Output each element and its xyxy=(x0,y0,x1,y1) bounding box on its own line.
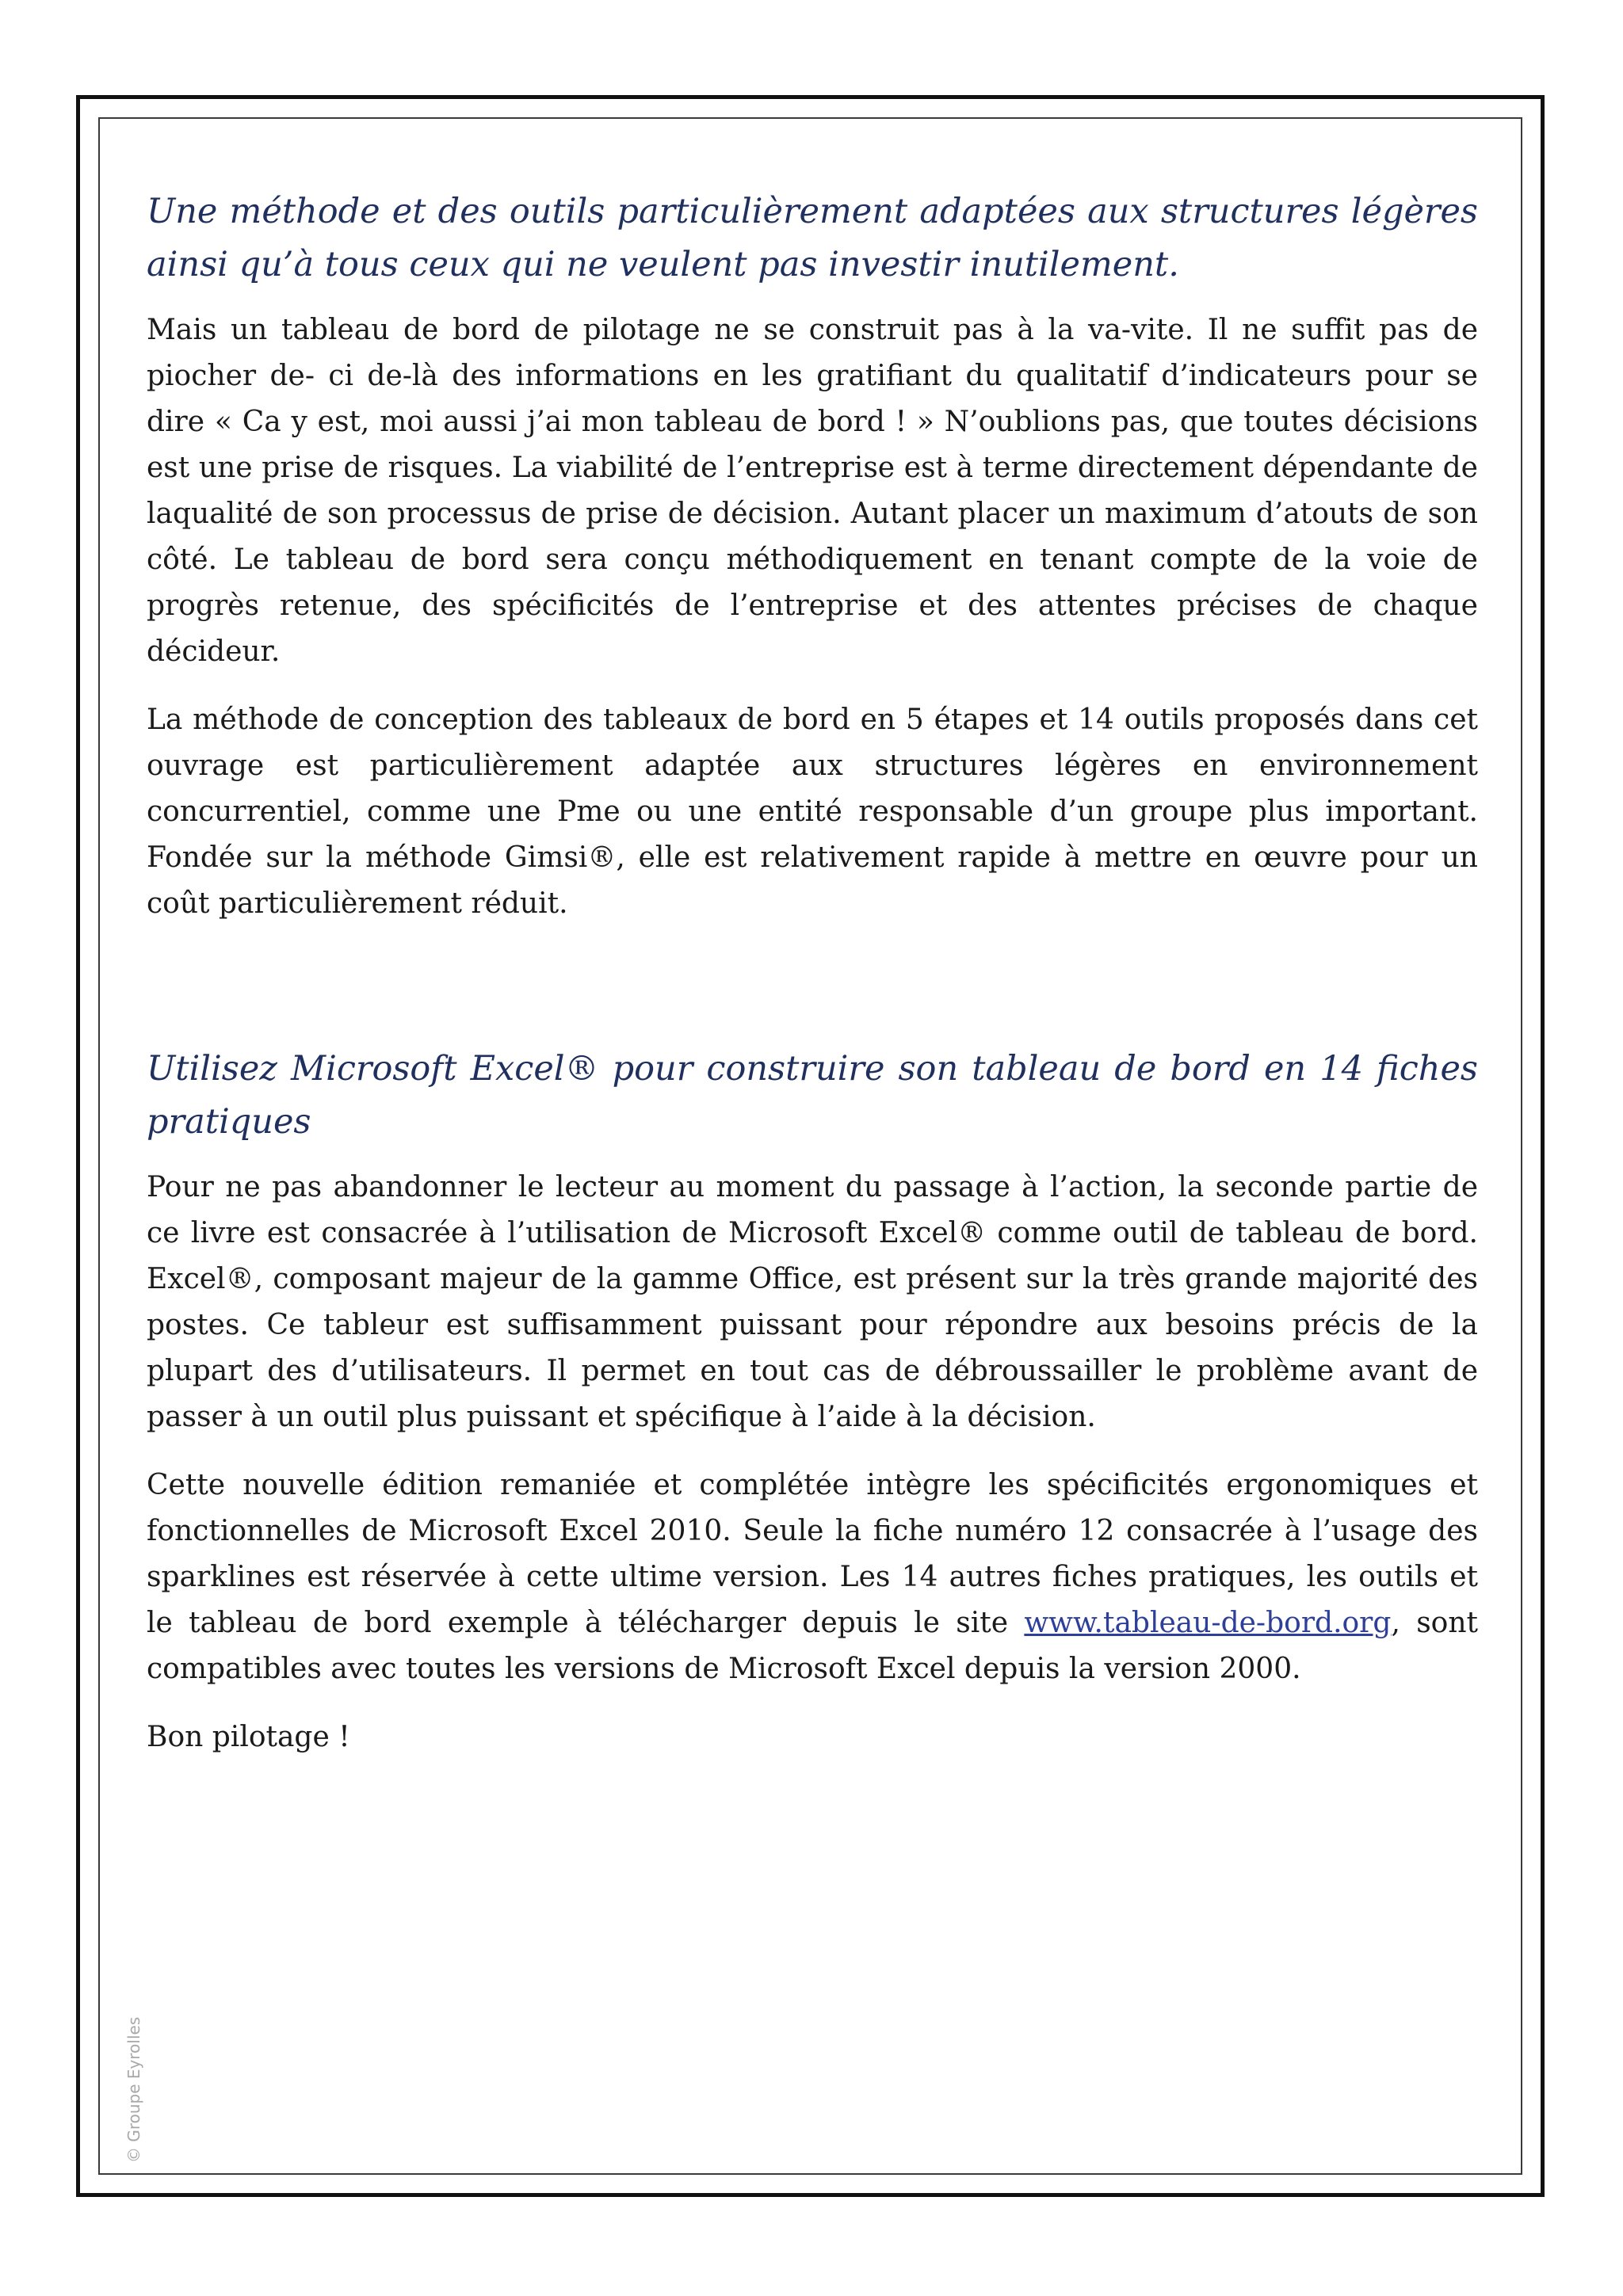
paragraph-2-text-start: Cette nouvelle édition remaniée et complétée intègre les spécificités ergonomiques et fonctionnelles de Microsoft Excel 2010. Seule la fiche numéro 12 consacrée à l’usage des sparklines est réservée à cette ultime version. Les 14 autres fiches pratiques, les outils et le tableau de bord exemple à télécharger depuis le site xyxy=(147,1469,1478,1639)
section-1-paragraph-1: Mais un tableau de bord de pilotage ne se construit pas à la va-vite. Il ne suffit pas de piocher de- ci de-là des informations en les gratifiant du qualitatif d’indicateurs pour se dire « Ca y est, moi aussi j’ai mon tableau de bord ! » N’oublions pas, que toutes décisions est une prise de risques. La viabilité de l’entreprise est à terme directement dépendante de laqualité de son processus de prise de décision. Autant placer un maximum d’atouts de son côté. Le tableau de bord sera conçu méthodiquement en tenant compte de la voie de progrès retenue, des spécificités de l’entreprise et des attentes précises de chaque décideur. xyxy=(147,314,1478,668)
section-2-heading: Utilisez Microsoft Excel® pour construire son tableau de bord en 14 fiches pratiques xyxy=(147,1049,1478,1142)
section-spacer xyxy=(147,949,1478,1043)
paragraph-2-text-end: , sont compatibles avec toutes les versions de Microsoft Excel depuis la version 2000. xyxy=(147,1607,1478,1685)
section-2-paragraph-2 xyxy=(147,1463,1478,1692)
website-link[interactable]: www.tableau-de-bord.org xyxy=(1024,1607,1392,1639)
document-body xyxy=(147,185,1478,1783)
section-1-paragraph-2: La méthode de conception des tableaux de bord en 5 étapes et 14 outils proposés dans cet ouvrage est particulièrement adaptée aux structures légères en environnement concurrentiel, comme une Pme ou une entité responsable d’un groupe plus important. Fondée sur la méthode Gimsi®, elle est relativement rapide à mettre en œuvre pour un coût particulièrement réduit. xyxy=(147,704,1478,920)
copyright-watermark: © Groupe Eyrolles xyxy=(124,2016,143,2163)
section-2-paragraph-1: Pour ne pas abandonner le lecteur au moment du passage à l’action, la seconde partie de ce livre est consacrée à l’utilisation de Microsoft Excel® comme outil de tableau de bord. Excel®, composant majeur de la gamme Office, est présent sur la très grande majorité des postes. Ce tableur est suffisamment puissant pour répondre aux besoins précis de la plupart des d’utilisateurs. Il permet en tout cas de débroussailler le problème avant de passer à un outil plus puissant et spécifique à l’aide à la décision. xyxy=(147,1171,1478,1433)
section-1-heading: Une méthode et des outils particulièrement adaptées aux structures légères ainsi qu’à tous ceux qui ne veulent pas investir inutilement. xyxy=(147,192,1478,284)
closing-line: Bon pilotage ! xyxy=(147,1721,350,1753)
